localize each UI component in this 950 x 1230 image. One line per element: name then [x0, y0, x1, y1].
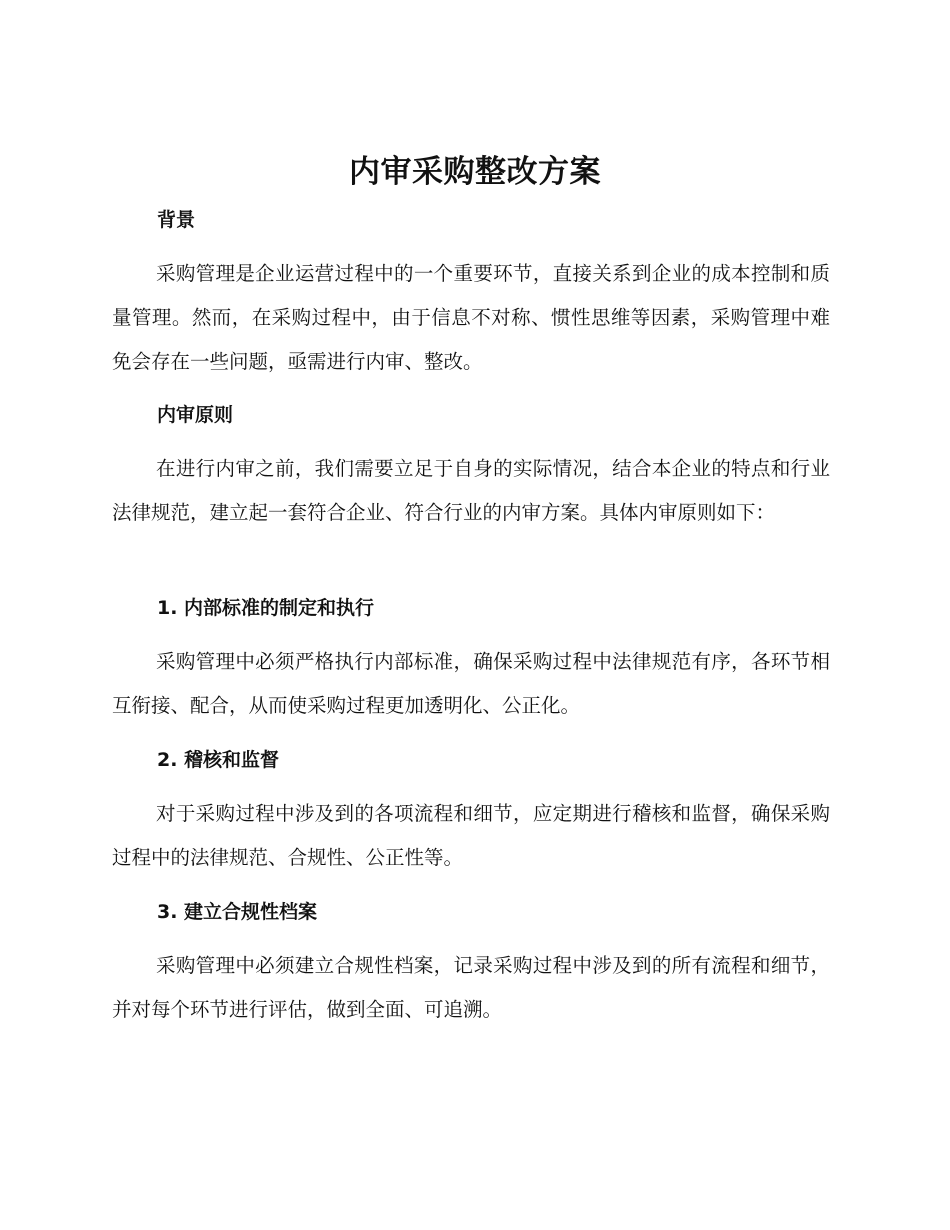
section-paragraph-audit-principles: 在进行内审之前，我们需要立足于自身的实际情况，结合本企业的特点和行业法律规范，建立起一套符合企业、符合行业的内审方案。具体内审原则如下：	[112, 457, 830, 524]
section-paragraph-compliance-archive: 采购管理中必须建立合规性档案，记录采购过程中涉及到的所有流程和细节，并对每个环节进行评估，做到全面、可追溯。	[112, 954, 830, 1021]
section-heading-background: 背景	[157, 209, 196, 231]
section-paragraph-background: 采购管理是企业运营过程中的一个重要环节，直接关系到企业的成本控制和质量管理。然而，在采购过程中，由于信息不对称、惯性思维等因素，采购管理中难免会存在一些问题，亟需进行内审、整改。	[112, 262, 830, 373]
section-heading-compliance-archive: 3. 建立合规性档案	[157, 901, 318, 923]
section-heading-audit-principles: 内审原则	[157, 404, 234, 426]
document-title: 内审采购整改方案	[349, 154, 601, 190]
section-paragraph-audit-supervision: 对于采购过程中涉及到的各项流程和细节，应定期进行稽核和监督，确保采购过程中的法律规范、合规性、公正性等。	[112, 802, 830, 869]
section-heading-audit-supervision: 2. 稽核和监督	[157, 749, 280, 771]
section-heading-internal-standards: 1. 内部标准的制定和执行	[157, 597, 375, 619]
section-paragraph-internal-standards: 采购管理中必须严格执行内部标准，确保采购过程中法律规范有序，各环节相互衔接、配合，从而使采购过程更加透明化、公正化。	[112, 650, 830, 717]
